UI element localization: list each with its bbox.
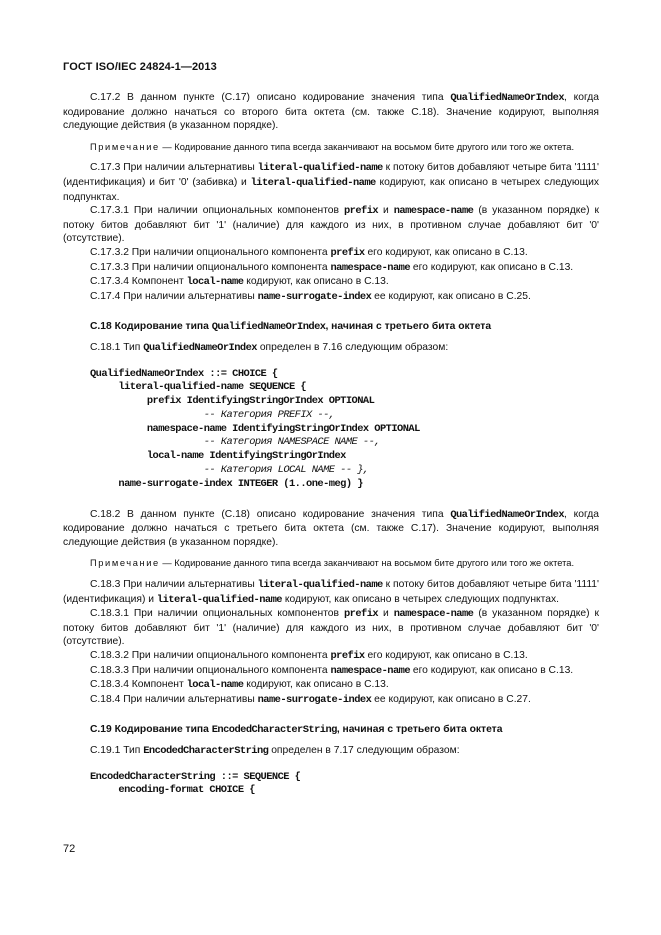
paragraph-c19-1: C.19.1 Тип EncodedCharacterString определен в 7.17 следующим образом: [90, 744, 460, 757]
paragraph-c18-3-4: C.18.3.4 Компонент local-name кодируют, как описано в C.13. [90, 679, 389, 692]
paragraph-c18-3-2: C.18.3.2 При наличии опционального компонента prefix его кодируют, как описано в C.13. [90, 650, 528, 663]
section-heading-c19: C.19 Кодирование типа EncodedCharacterString, начиная с третьего бита октета [90, 724, 503, 737]
paragraph-c18-3: C.18.3 При наличии альтернативы literal-qualified-name к потоку битов добавляют четыре бита '1111' (идентификация) и literal-qualified-name кодируют, как описано в четырех следующих подпунктах. [63, 579, 599, 606]
paragraph-c17-3-4: C.17.3.4 Компонент local-name кодируют, как описано в C.13. [90, 276, 389, 289]
note-c17: Примечание — Кодирование данного типа всегда заканчивают на восьмом бите другого или того же октета. [90, 141, 575, 152]
paragraph-c17-3-2: C.17.3.2 При наличии опционального компонента prefix его кодируют, как описано в C.13. [90, 246, 528, 259]
asn1-definition-encoded-character-string: EncodedCharacterString ::= SEQUENCE { encoding-format CHOICE { [90, 770, 301, 797]
paragraph-c18-2: C.18.2 В данном пункте (C.18) описано кодирование значения типа QualifiedNameOrIndex, когда кодирование должно начаться с третьего бита октета (см. также C.17). Значение кодируют, выполняя следующие действия (в указанном порядке). [63, 508, 599, 548]
paragraph-c18-1: C.18.1 Тип QualifiedNameOrIndex определен в 7.16 следующим образом: [90, 341, 449, 354]
paragraph-c17-3-3: C.17.3.3 При наличии опционального компонента namespace-name его кодируют, как описано в C.13. [90, 261, 574, 274]
paragraph-c17-3-1: C.17.3.1 При наличии опциональных компонентов prefix и namespace-name (в указанном порядке) к потоку битов добавляют бит '1' (наличие) для каждого из них, в противном случае добавляют бит '0' (отсутствие). [63, 205, 599, 245]
document-body [63, 91, 599, 798]
asn1-definition-qualified-name-or-index: QualifiedNameOrIndex ::= CHOICE { literal-qualified-name SEQUENCE { prefix IdentifyingStringOrIndex OPTIONAL -- Категория PREFIX --, namespace-name IdentifyingStringOrIndex OPTIONAL -- Категория NAMESPACE NAME --, local-name IdentifyingStringOrIndex -- Категория LOCAL NAME -- }, name-surrogate-index INTEGER (1..one-meg) } [90, 367, 420, 490]
page-number: 72 [63, 843, 76, 855]
paragraph-c17-2: C.17.2 В данном пункте (C.17) описано кодирование значения типа QualifiedNameOrIndex, когда кодирование должно начаться со второго бита октета (см. также C.18). Значение кодируют, выполняя следующие действия (в указанном порядке). [63, 92, 599, 132]
paragraph-c18-3-3: C.18.3.3 При наличии опционального компонента namespace-name его кодируют, как описано в C.13. [90, 664, 574, 677]
document-header: ГОСТ ISO/IEC 24824-1—2013 [63, 61, 217, 73]
paragraph-c18-3-1: C.18.3.1 При наличии опциональных компонентов prefix и namespace-name (в указанном порядке) к потоку битов добавляют бит '1' (наличие) для каждого из них, в противном случае добавляют бит '0' (отсутствие). [63, 608, 599, 648]
paragraph-c17-3: C.17.3 При наличии альтернативы literal-qualified-name к потоку битов добавляют четыре бита '1111' (идентификация) и бит '0' (забивка) и literal-qualified-name кодируют, как описано в четырех следующих подпунктах. [63, 162, 599, 203]
section-heading-c18: C.18 Кодирование типа QualifiedNameOrIndex, начиная с третьего бита октета [90, 321, 492, 334]
paragraph-c17-4: C.17.4 При наличии альтернативы name-surrogate-index ее кодируют, как описано в C.25. [90, 290, 531, 303]
note-c18: Примечание — Кодирование данного типа всегда заканчивают на восьмом бите другого или того же октета. [90, 558, 575, 569]
paragraph-c18-4: C.18.4 При наличии альтернативы name-surrogate-index ее кодируют, как описано в C.27. [90, 693, 531, 706]
